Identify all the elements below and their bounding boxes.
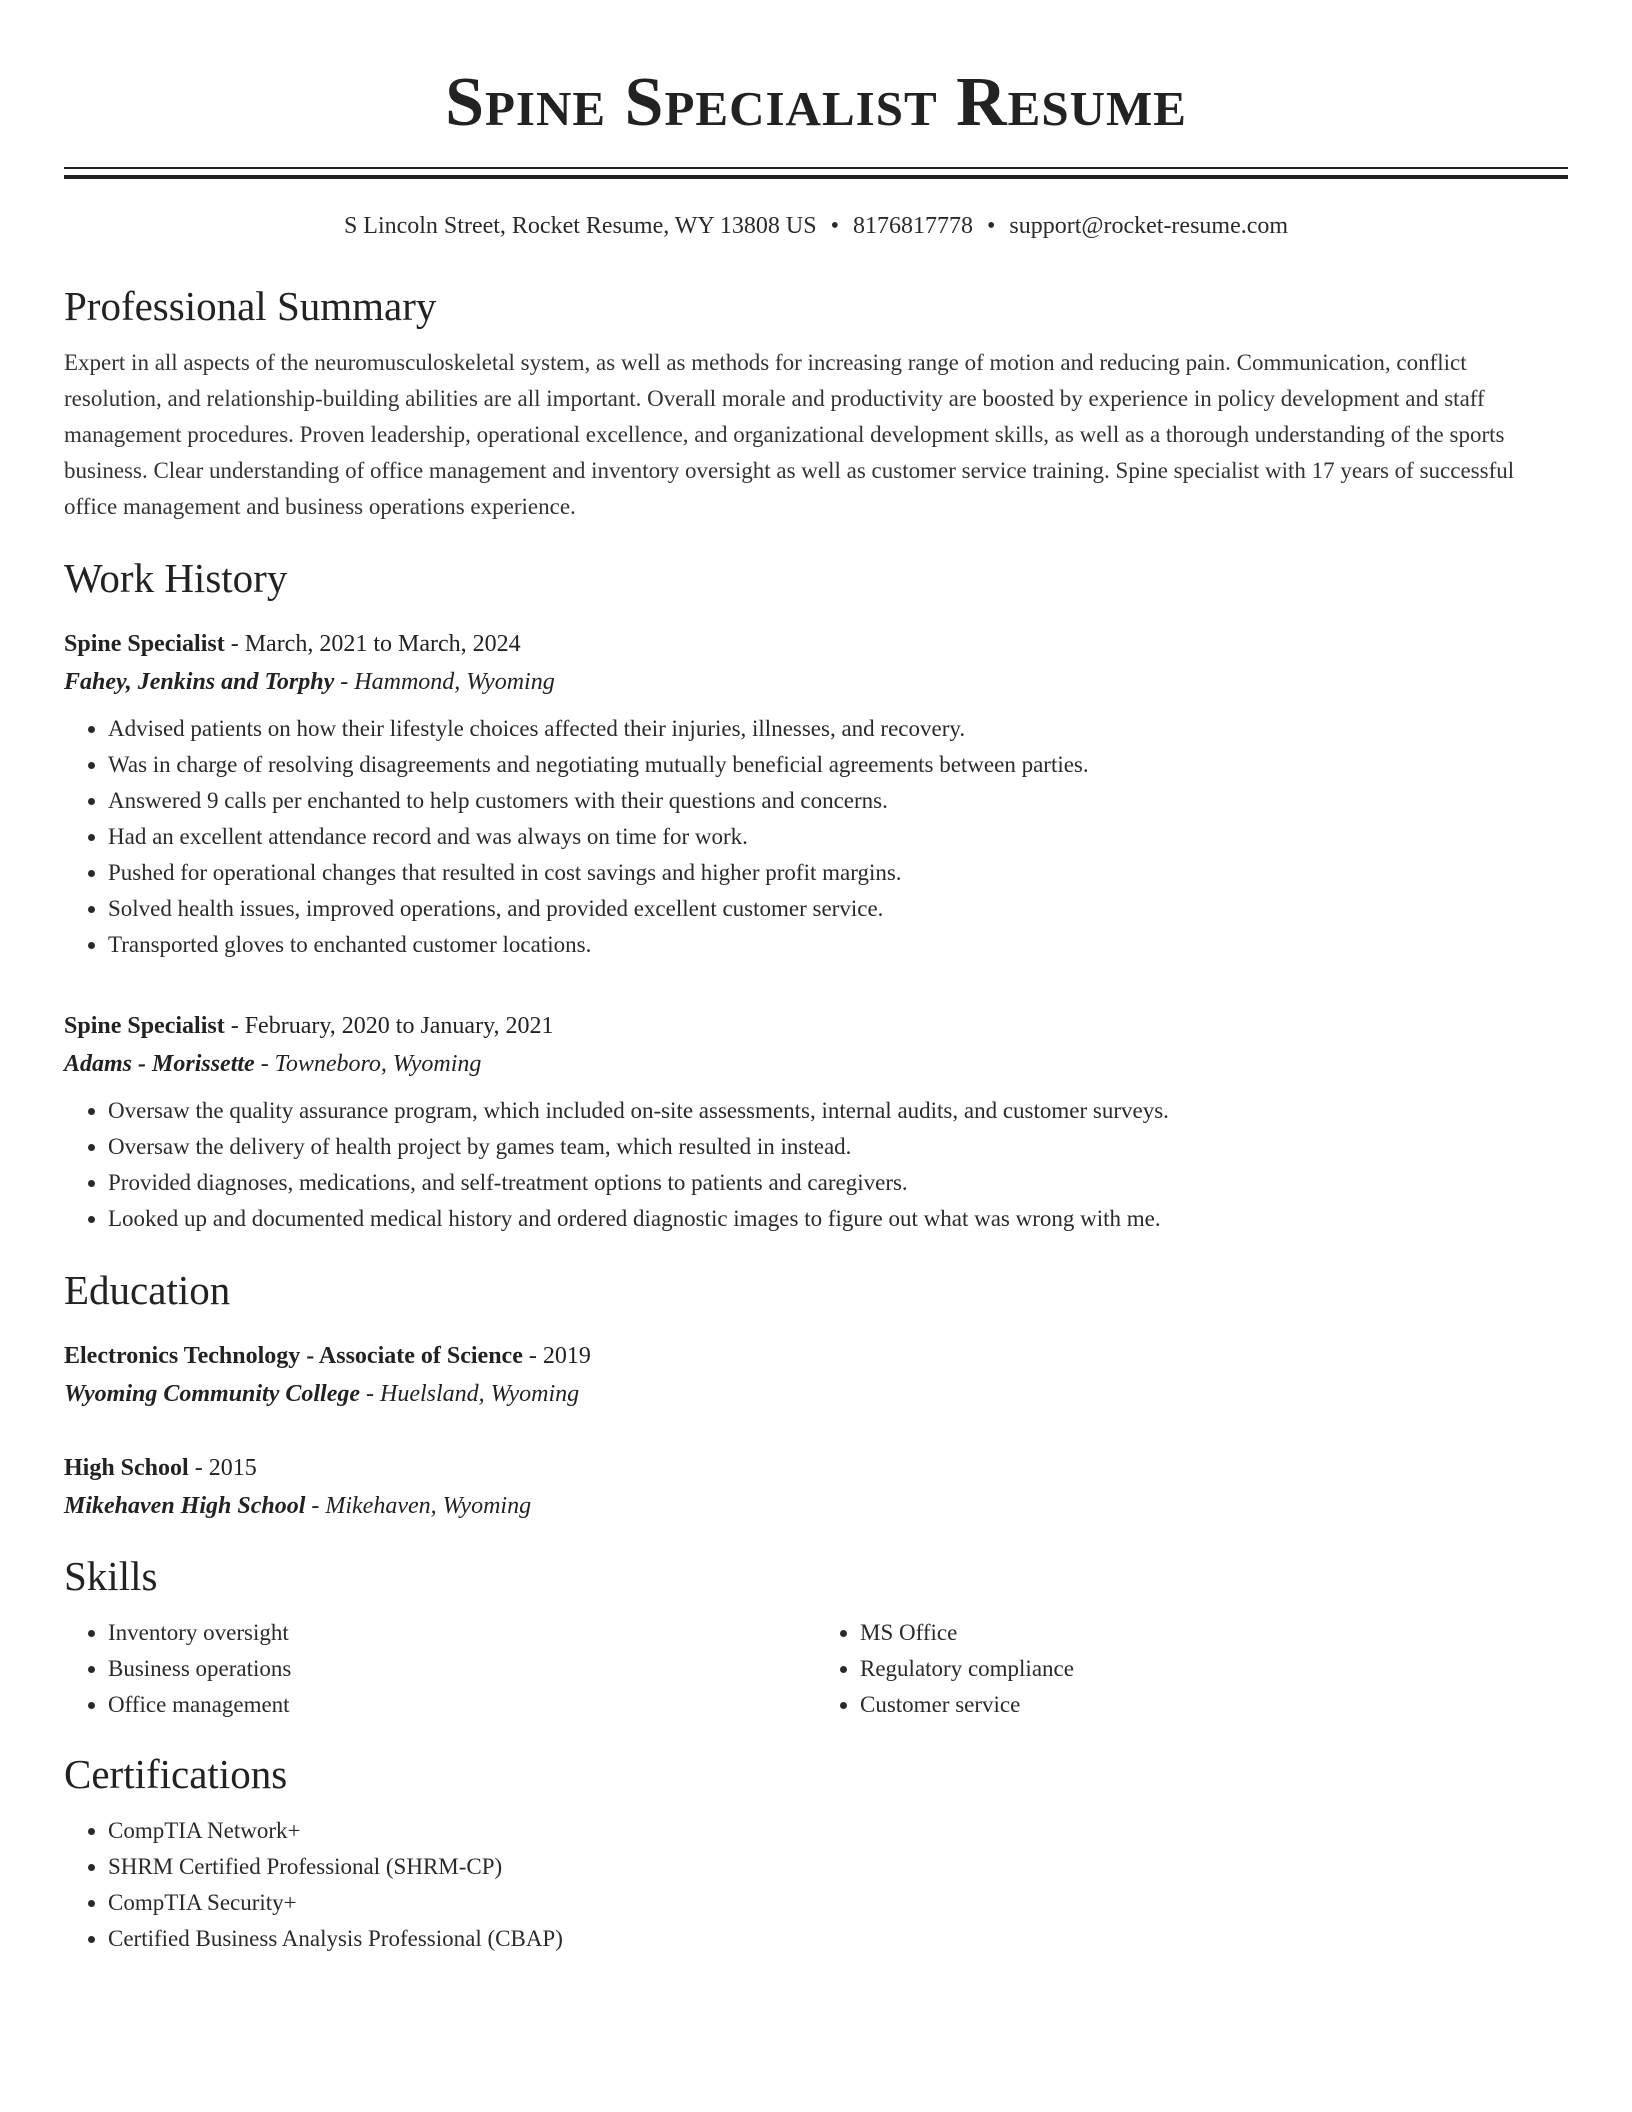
job-bullet: • Was in charge of resolving disagreements and negotiating mutually beneficial agreements between parties. <box>108 747 1568 783</box>
education-school-line <box>64 1487 1568 1525</box>
contact-separator: • <box>986 213 996 239</box>
certifications-list <box>64 1813 1568 1957</box>
job-entry <box>64 625 1568 963</box>
education-location: - Huelsland, Wyoming <box>360 1381 580 1407</box>
summary-heading: Professional Summary <box>64 283 437 329</box>
job-bullet: • Advised patients on how their lifestyle choices affected their injuries, illnesses, and recovery. <box>108 711 1568 747</box>
resume-title: Spine Specialist Resume <box>445 64 1187 141</box>
education-location: - Mikehaven, Wyoming <box>305 1493 532 1519</box>
contact-line <box>64 209 1568 243</box>
contact-separator: • <box>830 213 839 239</box>
certifications-heading: Certifications <box>64 1751 288 1797</box>
job-bullet: • Solved health issues, improved operations, and provided excellent customer service. <box>108 891 1568 927</box>
job-bullet: • Pushed for operational changes that resulted in cost savings and higher profit margins. <box>108 855 1568 891</box>
contact-address: S Lincoln Street, Rocket Resume, WY 13808 US <box>343 213 817 239</box>
contact-phone: 8176817778 <box>852 213 973 239</box>
skills-grid <box>64 1615 1568 1723</box>
job-bullet: • Answered 9 calls per enchanted to help customers with their questions and concerns. <box>108 783 1568 819</box>
resume-page <box>64 0 1568 1957</box>
job-bullet: • Transported gloves to enchanted customer locations. <box>108 927 1568 963</box>
education-year: - 2019 <box>522 1343 591 1369</box>
education-school-line <box>64 1375 1568 1413</box>
job-company: Fahey, Jenkins and Torphy <box>64 669 335 695</box>
job-bullet: • Had an excellent attendance record and was always on time for work. <box>108 819 1568 855</box>
job-title: Spine Specialist <box>64 1013 225 1039</box>
title-rule-thin <box>64 167 1568 169</box>
job-bullets <box>64 1093 1568 1237</box>
education-school: Mikehaven High School <box>64 1493 306 1519</box>
education-heading: Education <box>64 1267 231 1313</box>
education-entry <box>64 1449 1568 1525</box>
skill-item: • MS Office <box>860 1615 1568 1651</box>
job-bullet: • Oversaw the quality assurance program, which included on-site assessments, internal audits, and customer surveys. <box>108 1093 1568 1129</box>
job-location: - Towneboro, Wyoming <box>254 1051 482 1077</box>
job-title-line <box>64 1007 1568 1045</box>
job-entry <box>64 1007 1568 1237</box>
job-title: Spine Specialist <box>64 631 225 657</box>
certification-item: • CompTIA Network+ <box>108 1813 1568 1849</box>
skill-item: • Regulatory compliance <box>860 1651 1568 1687</box>
skill-item: • Inventory oversight <box>108 1615 816 1651</box>
certification-item: • CompTIA Security+ <box>108 1885 1568 1921</box>
job-company: Adams - Morissette <box>64 1051 255 1077</box>
education-degree: Electronics Technology - Associate of Science <box>64 1343 523 1369</box>
title-rule-thick <box>64 175 1568 179</box>
education-school: Wyoming Community College <box>64 1381 361 1407</box>
job-dates: - March, 2021 to March, 2024 <box>224 631 521 657</box>
work-history-heading: Work History <box>64 555 288 601</box>
education-year: - 2015 <box>188 1455 257 1481</box>
summary-text: Expert in all aspects of the neuromusculoskeletal system, as well as methods for increasing range of motion and reducing pain. Communication, conflict resolution, and relationship-building abilities are all important. Overall morale and productivity are boosted by experience in policy development and staff management procedures. Proven leadership, operational excellence, and organizational development skills, as well as a thorough understanding of the sports business. Clear understanding of office management and inventory oversight as well as customer service training. Spine specialist with 17 years of successful office management and business operations experience. <box>64 350 1515 519</box>
certification-item: • Certified Business Analysis Professional (CBAP) <box>108 1921 1568 1957</box>
education-entry <box>64 1337 1568 1413</box>
skill-item: • Business operations <box>108 1651 816 1687</box>
job-bullets <box>64 711 1568 963</box>
education-degree: High School <box>64 1455 189 1481</box>
education-degree-line <box>64 1449 1568 1487</box>
skills-column-right <box>816 1615 1568 1723</box>
contact-email: support@rocket-resume.com <box>1009 213 1289 239</box>
job-title-line <box>64 625 1568 663</box>
skills-heading: Skills <box>64 1553 158 1599</box>
job-bullet: • Provided diagnoses, medications, and self-treatment options to patients and caregivers. <box>108 1165 1568 1201</box>
job-bullet: • Looked up and documented medical history and ordered diagnostic images to figure out what was wrong with me. <box>108 1201 1568 1237</box>
job-dates: - February, 2020 to January, 2021 <box>224 1013 554 1039</box>
certification-item: • SHRM Certified Professional (SHRM-CP) <box>108 1849 1568 1885</box>
education-degree-line <box>64 1337 1568 1375</box>
job-company-line <box>64 663 1568 701</box>
skills-column-left <box>64 1615 816 1723</box>
job-company-line <box>64 1045 1568 1083</box>
job-location: - Hammond, Wyoming <box>334 669 555 695</box>
job-bullet: • Oversaw the delivery of health project by games team, which resulted in instead. <box>108 1129 1568 1165</box>
skill-item: • Customer service <box>860 1687 1568 1723</box>
skill-item: • Office management <box>108 1687 816 1723</box>
